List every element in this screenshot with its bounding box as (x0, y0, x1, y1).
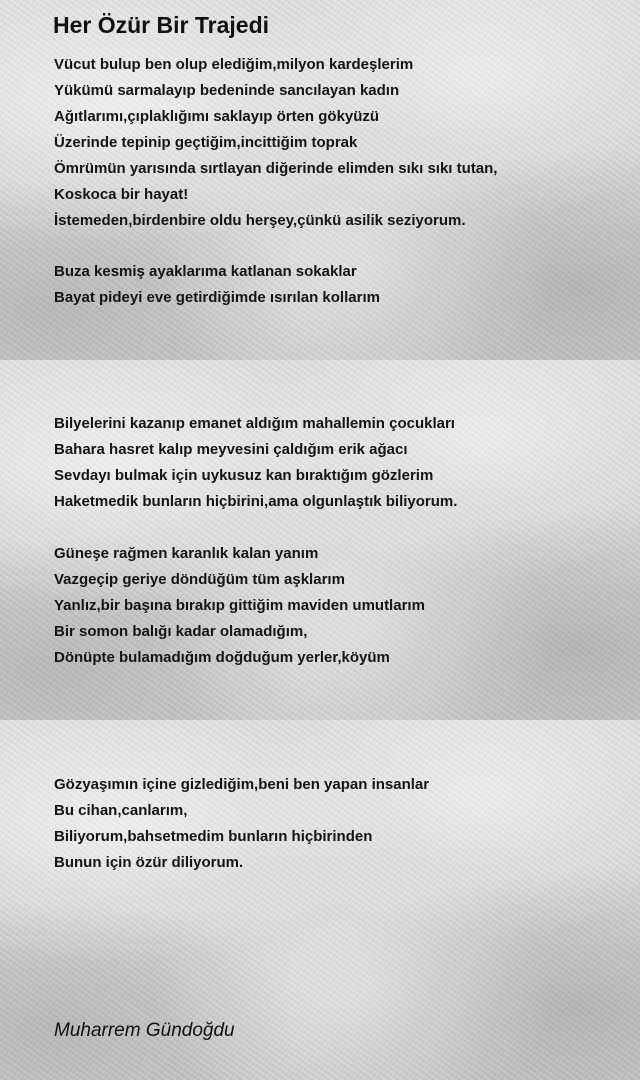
poem-line: Vazgeçip geriye döndüğüm tüm aşklarım (54, 571, 345, 588)
poem-line: Yanlız,bir başına bırakıp gittiğim maviden umutlarım (54, 597, 425, 614)
poem-line: Bilyelerini kazanıp emanet aldığım mahallemin çocukları (54, 415, 455, 432)
poem-line: Sevdayı bulmak için uykusuz kan bıraktığım gözlerim (54, 467, 434, 484)
stanza-2 (54, 259, 380, 311)
poem-line: Vücut bulup ben olup elediğim,milyon kardeşlerim (54, 56, 414, 73)
poem-line: Dönüpte bulamadığım doğduğum yerler,köyüm (54, 649, 390, 666)
poem-line: Bunun için özür diliyorum. (54, 854, 244, 871)
poem-author: Muharrem Gündoğdu (54, 1020, 235, 1041)
stanza-4 (54, 541, 425, 671)
poem-line: Koskoca bir hayat! (54, 186, 189, 203)
stanza-3 (54, 411, 457, 515)
poem-line: Bu cihan,canlarım, (54, 802, 188, 819)
stanza-5 (54, 772, 429, 876)
poem-line: Üzerinde tepinip geçtiğim,incittiğim toprak (54, 134, 358, 151)
poem-line: Haketmedik bunların hiçbirini,ama olgunlaştık biliyorum. (54, 493, 458, 510)
stanza-1 (54, 52, 497, 234)
poem-line: Bahara hasret kalıp meyvesini çaldığım erik ağacı (54, 441, 408, 458)
poem-line: Güneşe rağmen karanlık kalan yanım (54, 545, 319, 562)
poem-line: Gözyaşımın içine gizlediğim,beni ben yapan insanlar (54, 776, 430, 793)
poem-line: Yükümü sarmalayıp bedeninde sancılayan kadın (54, 82, 400, 99)
poem-line: Ömrümün yarısında sırtlayan diğerinde elimden sıkı sıkı tutan, (54, 160, 498, 177)
poem-line: Bir somon balığı kadar olamadığım, (54, 623, 308, 640)
poem-line: Bayat pideyi eve getirdiğimde ısırılan kollarım (54, 289, 380, 306)
poem-title: Her Özür Bir Trajedi (53, 12, 270, 38)
poem-line: İstemeden,birdenbire oldu herşey,çünkü asilik seziyorum. (54, 212, 466, 229)
poem-line: Buza kesmiş ayaklarıma katlanan sokaklar (54, 263, 357, 280)
poem-line: Ağıtlarımı,çıplaklığımı saklayıp örten gökyüzü (54, 108, 380, 125)
poem-line: Biliyorum,bahsetmedim bunların hiçbirinden (54, 828, 373, 845)
